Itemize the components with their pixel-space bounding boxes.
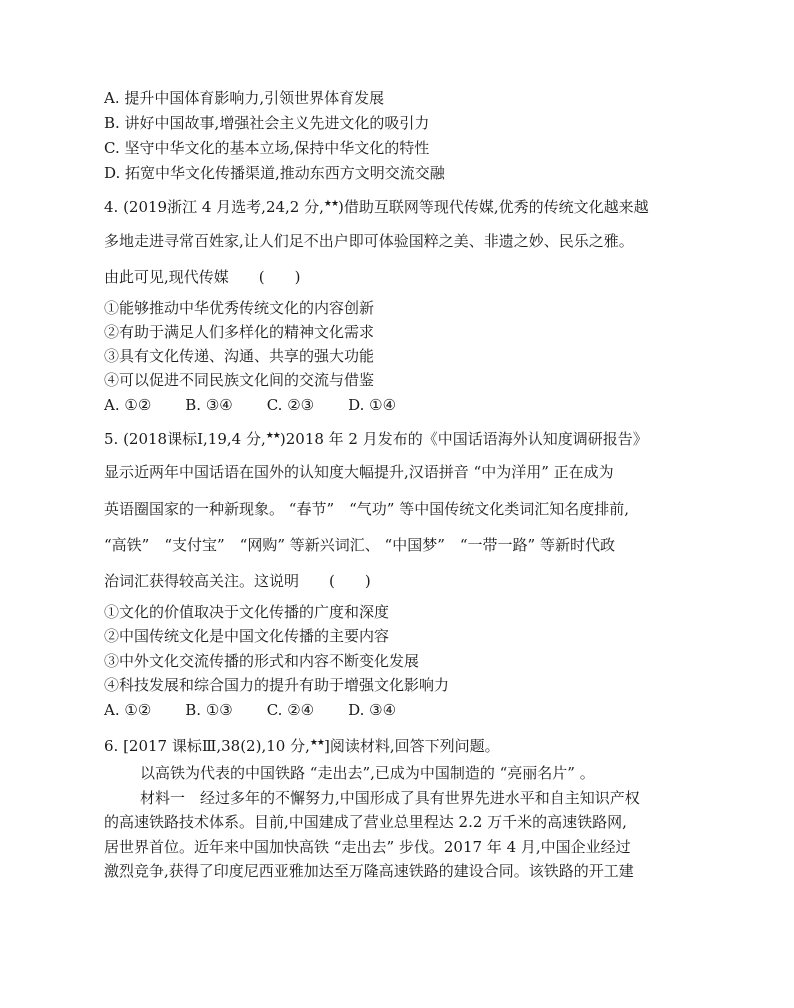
- q6-material-line3: 居世界首位。近年来中国加快高铁 “走出去” 步伐。2017 年 4 月,中国企业经过: [104, 838, 631, 856]
- q4-stem-line3: 由此可见,现代传媒 ( ): [104, 268, 301, 286]
- q5-choice-c: C. ②④: [266, 701, 315, 719]
- q4-item-4: ④可以促进不同民族文化间的交流与借鉴: [104, 371, 375, 389]
- q4-choice-d: D. ①④: [348, 396, 397, 414]
- q5-choice-b: B. ①③: [185, 701, 233, 719]
- q3-option-c: C. 坚守中华文化的基本立场,保持中华文化的特性: [104, 139, 430, 157]
- q3-option-b: B. 讲好中国故事,增强社会主义先进文化的吸引力: [104, 114, 430, 132]
- q4-choice-a: A. ①②: [104, 396, 152, 414]
- difficulty-stars-icon: ★★: [323, 199, 339, 209]
- q6-material-line4: 激烈竞争,获得了印度尼西亚雅加达至万隆高速铁路的建设合同。该铁路的开工建: [104, 862, 634, 880]
- q5-source: [104, 426, 648, 449]
- q4-source-pre: 4. (2019浙江 4 月选考,24,2 分,: [104, 198, 324, 216]
- q6-source-pre: 6. [2017 课标Ⅲ,38(2),10 分,: [104, 737, 310, 755]
- q4-stem-line2: 多地走进寻常百姓家,让人们足不出户即可体验国粹之美、非遗之妙、民乐之雅。: [104, 232, 634, 250]
- q5-choice-d: D. ③④: [348, 701, 397, 719]
- q6-source: [104, 733, 500, 756]
- q5-stem-line5: 治词汇获得较高关注。这说明 ( ): [104, 572, 371, 590]
- q5-stem-line2: 显示近两年中国话语在国外的认知度大幅提升,汉语拼音 “中为洋用” 正在成为: [104, 463, 614, 481]
- q4-source-post: )借助互联网等现代传媒,优秀的传统文化越来越: [338, 198, 649, 216]
- q5-item-2: ②中国传统文化是中国文化传播的主要内容: [104, 627, 390, 645]
- q4-choice-b: B. ③④: [185, 396, 233, 414]
- q6-material-line1: 材料一 经过多年的不懈努力,中国形成了具有世界先进水平和自主知识产权: [140, 789, 640, 807]
- q5-source-pre: 5. (2018课标Ⅰ,19,4 分,: [104, 430, 266, 448]
- q3-option-d: D. 拓宽中华文化传播渠道,推动东西方文明交流交融: [104, 164, 445, 182]
- q4-item-3: ③具有文化传递、沟通、共享的强大功能: [104, 347, 375, 365]
- q4-source: [104, 194, 649, 217]
- q4-choice-c: C. ②③: [266, 396, 315, 414]
- q5-item-4: ④科技发展和综合国力的提升有助于增强文化影响力: [104, 676, 450, 694]
- q4-item-1: ①能够推动中华优秀传统文化的内容创新: [104, 299, 375, 317]
- difficulty-stars-icon: ★★: [265, 431, 280, 441]
- q5-choices: [104, 700, 396, 720]
- q4-item-2: ②有助于满足人们多样化的精神文化需求: [104, 323, 375, 341]
- q4-choices: [104, 395, 396, 415]
- q6-source-post: ]阅读材料,回答下列问题。: [323, 737, 500, 755]
- q6-intro: 以高铁为代表的中国铁路 “走出去”,已成为中国制造的 “亮丽名片” 。: [140, 764, 595, 782]
- q5-item-1: ①文化的价值取决于文化传播的广度和深度: [104, 603, 390, 621]
- q3-option-a: A. 提升中国体育影响力,引领世界体育发展: [104, 89, 385, 107]
- q6-material-line2: 的高速铁路技术体系。目前,中国建成了营业总里程达 2.2 万千米的高速铁路网,: [104, 813, 627, 831]
- q5-stem-line4: “高铁” “支付宝” “网购” 等新兴词汇、 “中国梦” “一带一路” 等新时代政: [104, 536, 615, 554]
- q5-item-3: ③中外文化交流传播的形式和内容不断变化发展: [104, 652, 420, 670]
- q5-stem-line3: 英语圈国家的一种新现象。 “春节” “气功” 等中国传统文化类词汇知名度排前,: [104, 500, 629, 518]
- difficulty-stars-icon: ★★: [309, 738, 324, 748]
- q5-source-post: )2018 年 2 月发布的《中国话语海外认知度调研报告》: [279, 430, 648, 448]
- q5-choice-a: A. ①②: [104, 701, 152, 719]
